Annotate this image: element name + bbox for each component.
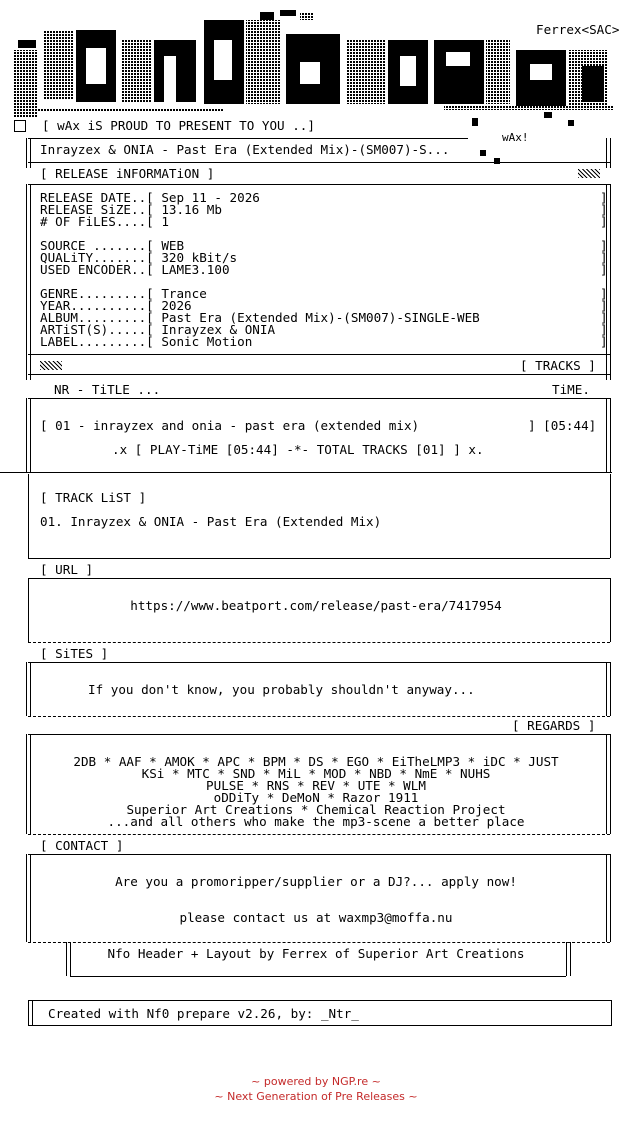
divider [28, 942, 610, 943]
wax-ascii-logo [14, 10, 624, 118]
divider [28, 834, 610, 835]
track-row-time: ] [05:44] [528, 418, 597, 433]
divider [28, 354, 610, 355]
wax-tag: wAx! [502, 131, 529, 144]
frame-left [26, 184, 31, 380]
deco-dot-icon [568, 120, 574, 126]
col-title: NR - TiTLE ... [54, 382, 161, 397]
created-with: Created with Nf0 prepare v2.26, by: _Ntr_ [48, 1006, 359, 1021]
divider [28, 662, 610, 663]
divider [28, 854, 610, 855]
regards-line: 2DB * AAF * AMOK * APC * BPM * DS * EGO * EiTheLMP3 * iDC * JUST [73, 754, 559, 769]
info-line: GENRE.........[ Trance [40, 286, 207, 301]
layout-credit: Nfo Header + Layout by Ferrex of Superior Art Creations [107, 946, 525, 961]
contact-heading: [ CONTACT ] [40, 838, 124, 853]
regards-line: PULSE * RNS * REV * UTE * WLM [206, 778, 426, 793]
right-brackets: ] ] ] ] ] ] ] ] ] ] ] [600, 190, 608, 349]
url-link[interactable]: https://www.beatport.com/release/past-era/7417954 [130, 598, 502, 613]
deco-dot-icon [472, 118, 478, 126]
divider [0, 472, 612, 473]
divider [28, 578, 610, 579]
divider [70, 976, 566, 977]
divider [28, 734, 610, 735]
tracks-summary: .x [ PLAY-TiME [05:44] -*- TOTAL TRACKS [01] ] x. [112, 442, 484, 457]
frame-left [26, 854, 31, 942]
frame-left [32, 1000, 33, 1026]
contact-email[interactable]: please contact us at waxmp3@moffa.nu [179, 910, 453, 925]
release-title: Inrayzex & ONIA - Past Era (Extended Mix)-(SM007)-S... [40, 142, 450, 157]
divider [28, 642, 610, 643]
regards-line: Superior Art Creations * Chemical Reaction Project [126, 802, 506, 817]
track-row-title: [ 01 - inrayzex and onia - past era (extended mix) [40, 418, 420, 433]
info-line: USED ENCODER..[ LAME3.100 [40, 262, 230, 277]
signature: Ferrex<SAC> [536, 22, 620, 37]
info-line: LABEL.........[ Sonic Motion [40, 334, 253, 349]
divider [28, 716, 610, 717]
intro-line: [ wAx iS PROUD TO PRESENT TO YOU ..] [42, 118, 315, 133]
sites-text: If you don't know, you probably shouldn't anyway... [88, 682, 475, 697]
contact-apply: Are you a promoripper/supplier or a DJ?... apply now! [115, 874, 517, 889]
frame-left [26, 662, 31, 716]
shade-block-icon [40, 361, 62, 370]
info-line: ARTiST(S).....[ Inrayzex & ONIA [40, 322, 276, 337]
powered-by[interactable]: ~ powered by NGP.re ~ [251, 1075, 381, 1088]
frame-right [606, 398, 611, 472]
deco-dot-icon [544, 112, 552, 118]
info-line: RELEASE SiZE..[ 13.16 Mb [40, 202, 222, 217]
info-line: # OF FiLES....[ 1 [40, 214, 169, 229]
divider [28, 374, 610, 375]
release-info-heading: [ RELEASE iNFORMATiON ] [40, 166, 215, 181]
url-heading: [ URL ] [40, 562, 94, 577]
frame-right [606, 138, 611, 168]
track-list-heading: [ TRACK LiST ] [40, 490, 147, 505]
frame-right [610, 474, 611, 558]
frame-left [28, 474, 29, 558]
info-line: RELEASE DATE..[ Sep 11 - 2026 [40, 190, 260, 205]
regards-line: KSi * MTC * SND * MiL * MOD * NBD * NmE * NUHS [141, 766, 491, 781]
info-line: YEAR..........[ 2026 [40, 298, 192, 313]
regards-line: ...and all others who make the mp3-scene a better place [107, 814, 525, 829]
shade-block-icon [578, 169, 600, 178]
regards-line: oDDiTy * DeMoN * Razor 1911 [213, 790, 419, 805]
deco-dot-icon [494, 158, 500, 164]
bullet-box-icon [14, 120, 26, 132]
tracks-label: [ TRACKS ] [520, 358, 596, 373]
col-time: TiME. [552, 382, 590, 397]
divider [28, 184, 610, 185]
frame-right [606, 854, 611, 942]
divider [28, 398, 610, 399]
regards-heading: [ REGARDS ] [512, 718, 596, 733]
title-box-top [28, 138, 468, 139]
frame-left [26, 398, 31, 472]
track-list-item: 01. Inrayzex & ONIA - Past Era (Extended Mix) [40, 514, 382, 529]
deco-dot-icon [480, 150, 486, 156]
ngp-tagline: ~ Next Generation of Pre Releases ~ [214, 1090, 418, 1103]
frame-right [606, 662, 611, 716]
info-line: SOURCE .......[ WEB [40, 238, 185, 253]
info-line: ALBUM.........[ Past Era (Extended Mix)-(SM007)-SINGLE-WEB [40, 310, 480, 325]
frame-left [26, 138, 31, 168]
title-box-bottom [28, 162, 610, 163]
sites-heading: [ SiTES ] [40, 646, 109, 661]
info-line: QUALiTY.......[ 320 kBit/s [40, 250, 238, 265]
divider [28, 558, 610, 559]
